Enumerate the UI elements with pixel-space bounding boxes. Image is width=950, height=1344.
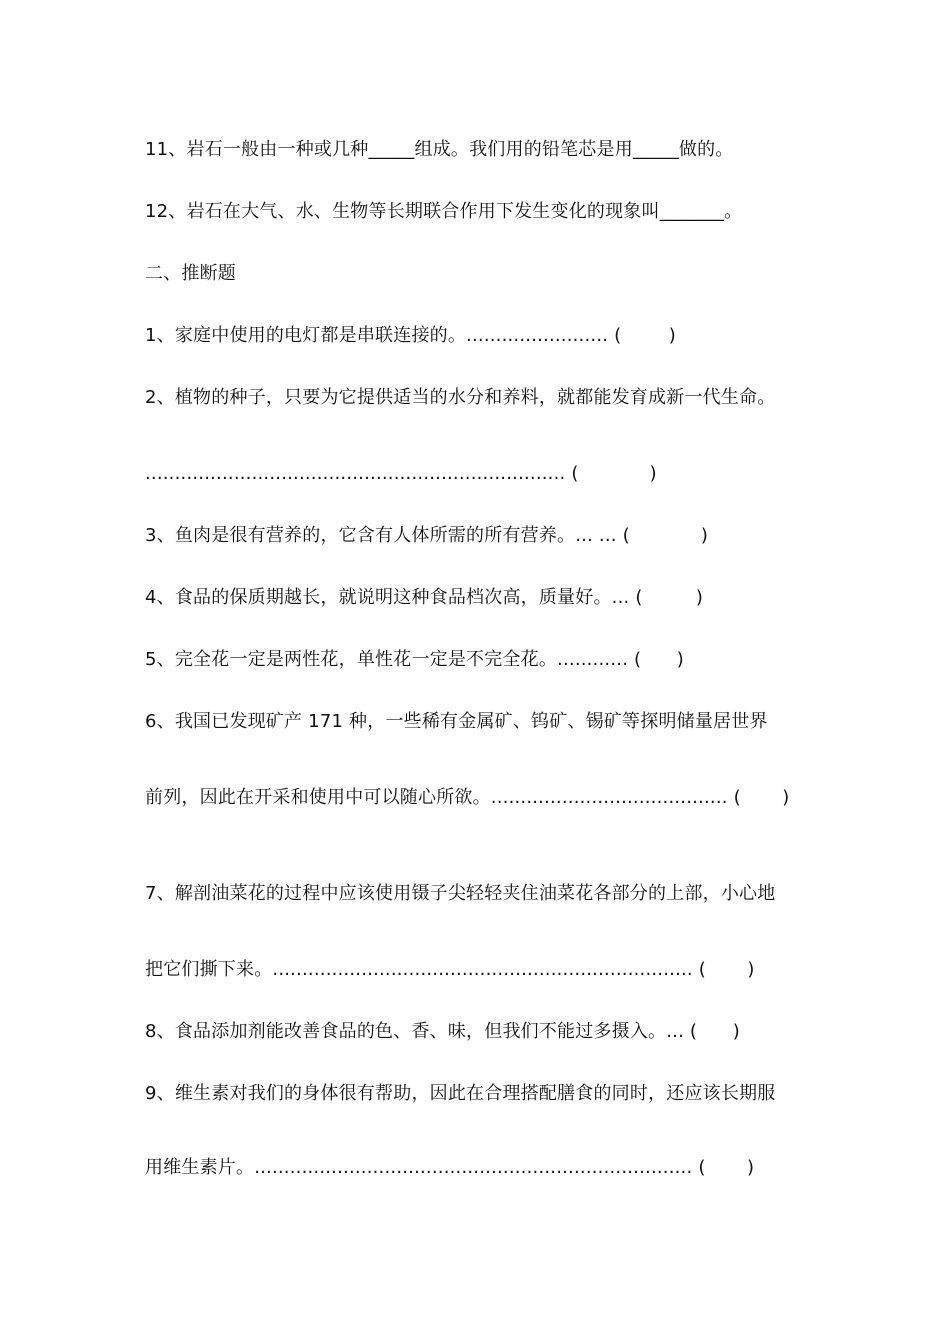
judge-question-3: 3、鱼肉是很有营养的，它含有人体所需的所有营养。... ... ( ): [145, 525, 709, 546]
judge-question-8: 8、食品添加剂能改善食品的色、香、味，但我们不能过多摄入。... ( ): [145, 1021, 740, 1042]
judge-question-2-answer: ....................................................................... ( ): [145, 463, 657, 484]
judge-question-1: 1、家庭中使用的电灯都是串联连接的。........................ ( ): [145, 325, 676, 346]
judge-question-6-cont: 前列，因此在开采和使用中可以随心所欲。........................................ ( ): [145, 787, 790, 808]
judge-question-9-cont: 用维生素片。.......................................................................... ( ): [145, 1157, 755, 1178]
judge-question-4: 4、食品的保质期越长，就说明这种食品档次高，质量好。... ( ): [145, 587, 704, 608]
judge-question-7-cont: 把它们撕下来。....................................................................... ( ): [145, 959, 755, 980]
section-heading: 二、推断题: [145, 263, 236, 284]
question-11: 11、岩石一般由一种或几种_____组成。我们用的铅笔芯是用_____做的。: [145, 139, 734, 160]
question-12: 12、岩石在大气、水、生物等长期联合作用下发生变化的现象叫_______。: [145, 201, 743, 222]
judge-question-2: 2、植物的种子，只要为它提供适当的水分和养料，就都能发育成新一代生命。: [145, 387, 776, 408]
judge-question-6: 6、我国已发现矿产 171 种，一些稀有金属矿、钨矿、锡矿等探明储量居世界: [145, 711, 768, 732]
judge-question-7: 7、解剖油菜花的过程中应该使用镊子尖轻轻夹住油菜花各部分的上部，小心地: [145, 883, 776, 904]
judge-question-9: 9、维生素对我们的身体很有帮助，因此在合理搭配膳食的同时，还应该长期服: [145, 1083, 776, 1104]
judge-question-5: 5、完全花一定是两性花，单性花一定是不完全花。............ ( ): [145, 649, 685, 670]
